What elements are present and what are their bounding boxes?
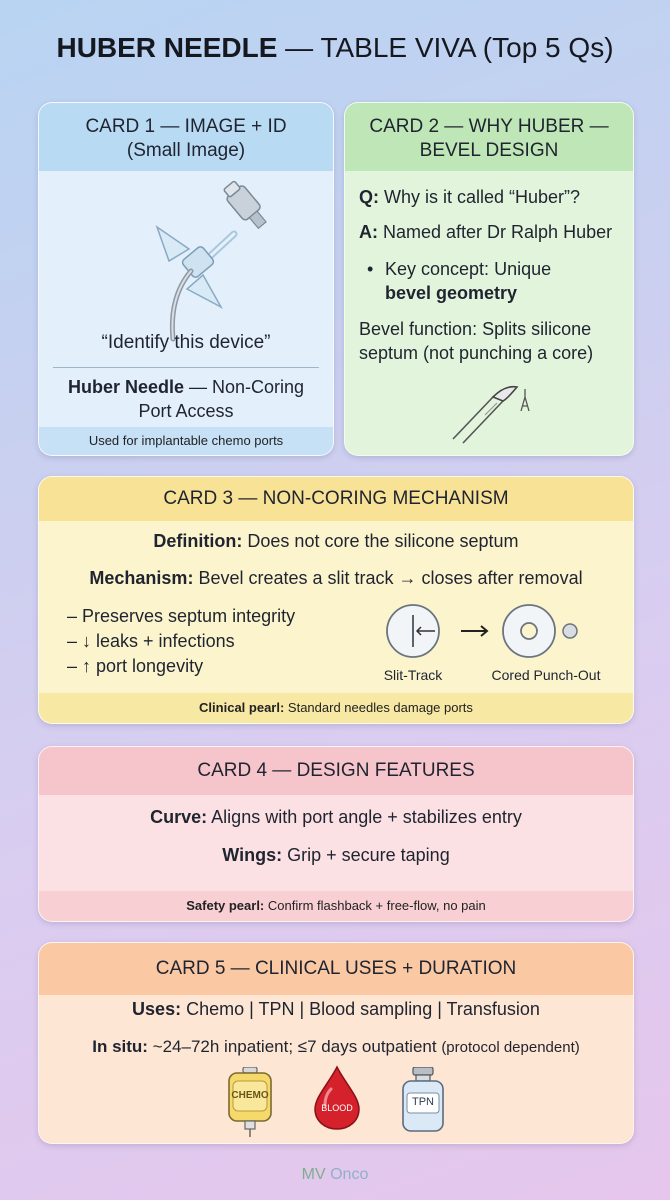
bullet-icon: • — [367, 259, 374, 279]
card-1-footer: Used for implantable chemo ports — [39, 427, 333, 455]
card-1-prompt: “Identify this device” — [101, 332, 271, 353]
card-4-footer — [39, 891, 633, 921]
card-3-foot-label: Clinical pearl: — [199, 700, 285, 715]
card-1-answer — [39, 375, 333, 399]
chemo-bag-icon — [225, 1067, 275, 1137]
card-1-subtitle: (Small Image) — [126, 140, 246, 161]
card-5-header: CARD 5 — CLINICAL USES + DURATION — [39, 943, 633, 995]
card-2-q-label: Q: — [359, 187, 379, 207]
brand-onco: Onco — [330, 1166, 369, 1183]
card-2-question — [359, 185, 629, 209]
card-3-definition — [39, 529, 633, 553]
card-2-bevel-line1: Bevel function: Splits silicone — [359, 319, 592, 339]
card-2-bullet-line2: bevel geometry — [385, 283, 518, 303]
card-clinical-uses — [38, 942, 634, 1144]
card-2-bullet-line1: Key concept: Unique — [385, 259, 552, 279]
blood-drop-label: BLOOD — [321, 1103, 353, 1113]
card-5-uses — [39, 997, 633, 1021]
card-design-features — [38, 746, 634, 922]
diagram-label-slit: Slit-Track — [383, 667, 443, 683]
card-3-point-2: – ↓ leaks + infections — [67, 631, 235, 651]
card-2-bevel-line2: septum (not punching a core) — [359, 343, 594, 363]
bevel-tip-icon — [445, 375, 545, 445]
card-3-mech-text: Bevel creates a slit track → closes after removal — [193, 568, 583, 588]
card-2-q-text: Why is it called “Huber”? — [379, 187, 581, 207]
page-title — [0, 32, 670, 64]
card-3-point-1: – Preserves septum integrity — [67, 606, 296, 626]
brand-footer — [0, 1166, 670, 1184]
card-2-a-text: Named after Dr Ralph Huber — [378, 222, 613, 242]
card-1-divider — [53, 367, 319, 368]
card-5-situ-text: ~24–72h inpatient; ≤7 days outpatient — [147, 1037, 442, 1056]
card-4-curve — [39, 805, 633, 829]
card-4-curve-text: Aligns with port angle + stabilizes entry — [207, 807, 522, 827]
card-2-title: CARD 2 — WHY HUBER — — [369, 116, 609, 137]
arrow-right-icon — [461, 626, 487, 636]
card-5-uses-text: Chemo | TPN | Blood sampling | Transfusion — [181, 999, 540, 1019]
card-non-coring — [38, 476, 634, 724]
chemo-bag-label: CHEMO — [231, 1090, 269, 1101]
card-3-def-label: Definition: — [153, 531, 243, 551]
card-2-header — [345, 103, 633, 171]
card-5-uses-label: Uses: — [132, 999, 182, 1019]
card-2-a-label: A: — [359, 222, 378, 242]
card-1-answer-line2: Port Access — [138, 401, 234, 421]
blood-drop-icon — [311, 1065, 363, 1131]
card-3-mechanism — [39, 566, 633, 590]
card-4-wings-label: Wings: — [222, 845, 283, 865]
card-2-subtitle: BEVEL DESIGN — [419, 140, 559, 161]
card-4-wings — [39, 843, 633, 867]
card-5-situ-label: In situ: — [92, 1037, 148, 1056]
card-1-answer-rest: — Non-Coring — [184, 377, 305, 397]
card-why-huber — [344, 102, 634, 456]
card-1-header — [39, 103, 333, 171]
cored-punch-out-icon — [503, 605, 577, 657]
card-3-foot-text: Standard needles damage ports — [284, 700, 473, 715]
card-3-def-text: Does not core the silicone septum — [242, 531, 519, 551]
slit-track-icon — [387, 605, 439, 657]
card-4-foot-text: Confirm flashback + free-flow, no pain — [264, 898, 486, 913]
diagram-label-cored: Cored Punch-Out — [491, 667, 601, 683]
brand-mv: MV — [301, 1166, 326, 1183]
card-3-mech-label: Mechanism: — [89, 568, 194, 588]
card-4-header: CARD 4 — DESIGN FEATURES — [39, 747, 633, 795]
card-4-wings-text: Grip + secure taping — [282, 845, 450, 865]
card-3-point-3: – ↑ port longevity — [67, 656, 204, 676]
title-bold: HUBER NEEDLE — [56, 32, 278, 63]
tpn-vial-label: TPN — [412, 1096, 434, 1108]
card-3-footer — [39, 693, 633, 723]
huber-needle-icon — [129, 179, 289, 349]
title-rest: — TABLE VIVA (Top 5 Qs) — [277, 32, 614, 63]
card-3-header: CARD 3 — NON-CORING MECHANISM — [39, 477, 633, 521]
card-2-answer — [359, 220, 629, 244]
card-4-foot-label: Safety pearl: — [186, 898, 265, 913]
card-image-id — [38, 102, 334, 456]
card-5-situ-note: (protocol dependent) — [441, 1039, 580, 1056]
card-5-in-situ — [39, 1035, 633, 1060]
card-4-curve-label: Curve: — [150, 807, 208, 827]
card-1-answer-bold: Huber Needle — [67, 377, 184, 397]
card-1-title: CARD 1 — IMAGE + ID — [85, 116, 287, 137]
